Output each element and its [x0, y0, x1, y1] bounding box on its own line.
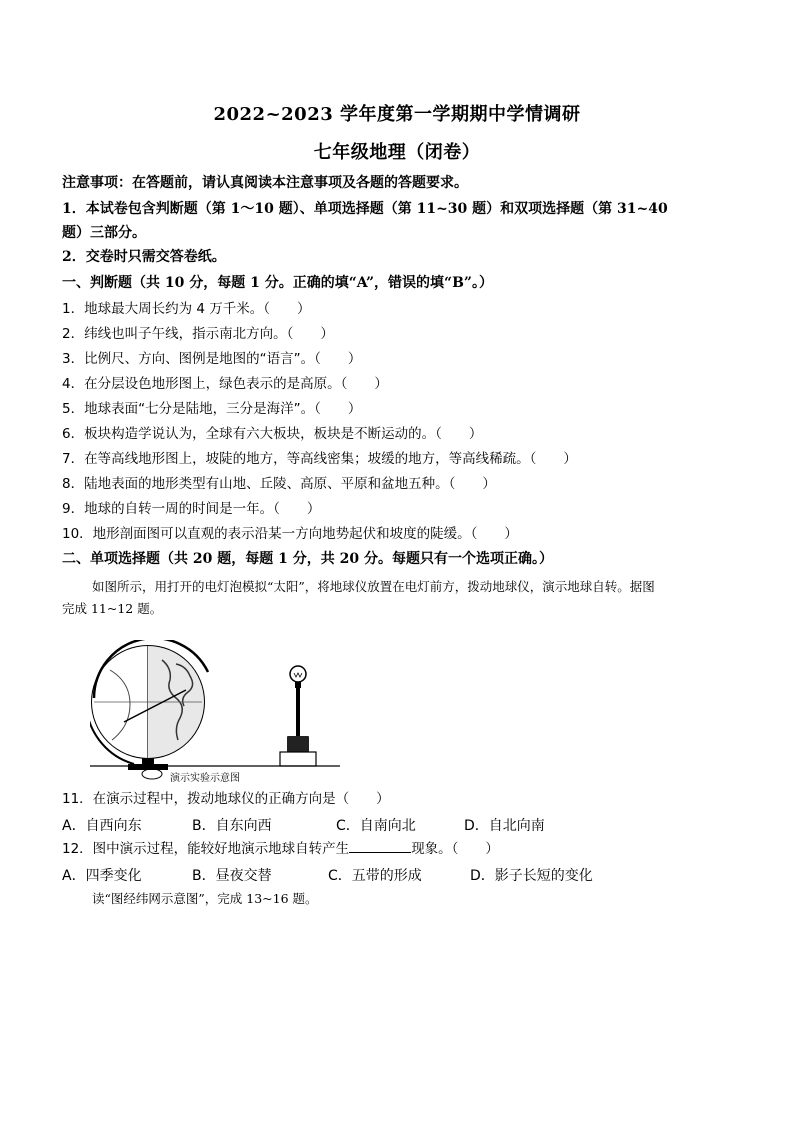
- question-12-stem-before: 12．图中演示过程，能较好地演示地球自转产生: [62, 841, 350, 857]
- option-d[interactable]: D．影子长短的变化: [470, 868, 593, 884]
- option-c[interactable]: C．五带的形成: [328, 868, 422, 884]
- option-b[interactable]: B．昼夜交替: [192, 868, 272, 884]
- option-c[interactable]: C．自南向北: [336, 818, 416, 834]
- answer-blank: [349, 840, 411, 853]
- figure-caption: 演示实验示意图: [170, 773, 240, 784]
- judge-question: 5．地球表面“七分是陆地，三分是海洋”。（ ）: [62, 401, 362, 417]
- question-11-options: [62, 815, 682, 833]
- judge-question: 7．在等高线地形图上，坡陡的地方，等高线密集；坡缓的地方，等高线稀疏。（ ）: [62, 451, 577, 467]
- demo-experiment-figure: [90, 640, 340, 780]
- next-intro-text: 读“图经纬网示意图”，完成 13~16 题。: [92, 891, 318, 906]
- notice-item-1b: 题）三部分。: [62, 225, 146, 241]
- judge-question: 2．纬线也叫子午线，指示南北方向。（ ）: [62, 326, 334, 342]
- notice-heading: 注意事项：在答题前，请认真阅读本注意事项及各题的答题要求。: [62, 175, 468, 191]
- intro-text-line2: 完成 11~12 题。: [62, 601, 163, 616]
- globe-icon: [90, 640, 208, 770]
- question-12-stem: [62, 840, 738, 858]
- exam-title: 2022~2023 学年度第一学期期中学情调研: [213, 104, 581, 125]
- question-11-stem: 11．在演示过程中，拨动地球仪的正确方向是（ ）: [62, 791, 390, 807]
- judge-question: 6．板块构造学说认为，全球有六大板块，板块是不断运动的。（ ）: [62, 426, 483, 442]
- option-a[interactable]: A．四季变化: [62, 868, 142, 884]
- section2-heading: 二、单项选择题（共 20 题，每题 1 分，共 20 分。每题只有一个选项正确。）: [62, 551, 553, 567]
- intro-text-line1: 如图所示，用打开的电灯泡模拟“太阳”，将地球仪放置在电灯前方，拨动地球仪，演示地球自转。据图: [92, 579, 655, 594]
- judge-question: 3．比例尺、方向、图例是地图的“语言”。（ ）: [62, 351, 362, 367]
- figure-marker: [142, 769, 162, 779]
- question-12-options: [62, 865, 682, 883]
- question-12-stem-after: 现象。（ ）: [411, 841, 499, 857]
- lamp-icon: [280, 666, 316, 766]
- judge-question: 8．陆地表面的地形类型有山地、丘陵、高原、平原和盆地五种。（ ）: [62, 476, 496, 492]
- judge-question: 9．地球的自转一周的时间是一年。（ ）: [62, 501, 321, 517]
- option-b[interactable]: B．自东向西: [192, 818, 272, 834]
- section1-heading: 一、判断题（共 10 分，每题 1 分。正确的填“A”，错误的填“B”。）: [62, 275, 493, 291]
- notice-item-1a: 1．本试卷包含判断题（第 1～10 题）、单项选择题（第 11~30 题）和双项选择题（第 31~40: [62, 201, 668, 217]
- judge-question: 4．在分层设色地形图上，绿色表示的是高原。（ ）: [62, 376, 388, 392]
- judge-question: 1．地球最大周长约为 4 万千米。（ ）: [62, 301, 311, 317]
- exam-subtitle: 七年级地理（闭卷）: [313, 142, 481, 163]
- option-a[interactable]: A．自西向东: [62, 818, 142, 834]
- judge-question: 10．地形剖面图可以直观的表示沿某一方向地势起伏和坡度的陡缓。（ ）: [62, 526, 518, 542]
- option-d[interactable]: D．自北向南: [464, 818, 545, 834]
- notice-item-2: 2．交卷时只需交答卷纸。: [62, 249, 226, 265]
